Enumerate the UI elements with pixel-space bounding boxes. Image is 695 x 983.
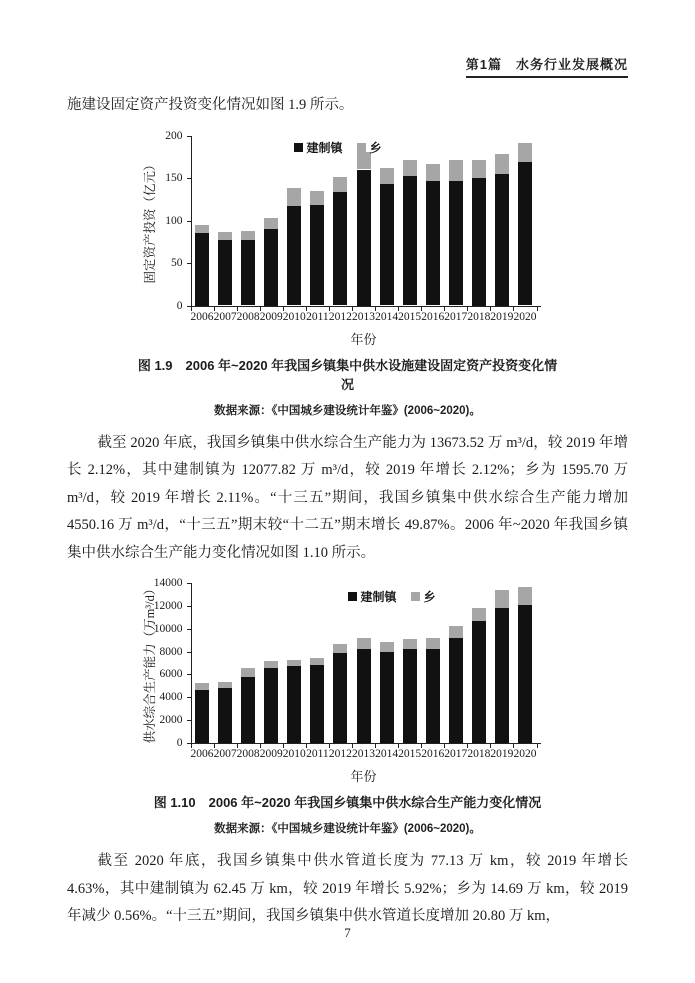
bar-segment-town — [241, 677, 255, 743]
page-number: 7 — [344, 925, 351, 940]
x-tick-label: 2013 — [352, 310, 375, 323]
x-tick-label: 2010 — [282, 310, 306, 323]
x-tick-label: 2011 — [306, 310, 329, 323]
x-tick-label: 2014 — [375, 310, 399, 323]
x-tick-label: 2008 — [236, 310, 260, 323]
bar-segment-village — [449, 160, 463, 180]
y-tick — [187, 178, 191, 179]
legend-label: 乡 — [423, 590, 436, 604]
x-tick-label: 2015 — [398, 748, 422, 760]
y-tick-label: 4000 — [159, 691, 183, 704]
bar-segment-town — [518, 162, 532, 306]
y-axis-title: 固定资产投资（亿元） — [142, 157, 157, 284]
bar-segment-village — [495, 154, 509, 174]
bar-segment-town — [264, 668, 278, 743]
y-tick-label: 10000 — [153, 622, 183, 635]
y-tick-label: 0 — [176, 299, 183, 312]
intro-line: 施建设固定资产投资变化情况如图 1.9 所示。 — [67, 97, 354, 113]
y-tick — [187, 606, 191, 607]
x-tick-label: 2012 — [328, 748, 352, 760]
bar-segment-town — [241, 240, 255, 305]
bar-segment-town — [403, 649, 417, 743]
y-axis — [191, 583, 192, 743]
bar-segment-town — [310, 205, 324, 305]
bar-segment-village — [310, 191, 324, 205]
bar-segment-village — [264, 661, 278, 668]
bar-segment-town — [518, 605, 532, 743]
x-tick-label: 2019 — [490, 748, 514, 760]
legend-item — [411, 588, 436, 605]
bar-segment-village — [472, 160, 486, 178]
figure-1-10-caption: 图 1.10 2006 年~2020 年我国乡镇集中供水综合生产能力变化情况 — [153, 795, 542, 810]
x-tick-label: 2017 — [444, 748, 468, 760]
x-tick-label: 2007 — [213, 310, 237, 323]
bar-segment-town — [403, 176, 417, 305]
legend-swatch-village — [411, 592, 420, 601]
bar-segment-town — [449, 181, 463, 306]
bar-segment-town — [310, 665, 324, 743]
bar-segment-village — [357, 638, 371, 649]
bar-segment-village — [426, 638, 440, 648]
y-tick-label: 6000 — [159, 668, 183, 681]
y-tick-label: 14000 — [153, 577, 183, 589]
bar-segment-village — [518, 587, 532, 605]
x-tick-label: 2008 — [236, 748, 260, 760]
x-tick-label: 2006 — [190, 310, 214, 323]
bar-segment-town — [287, 666, 301, 743]
bar-segment-village — [218, 232, 232, 240]
bar-segment-town — [264, 229, 278, 306]
y-axis-title: 供水综合生产能力（万m³/d） — [142, 582, 157, 744]
bar-segment-village — [472, 608, 486, 621]
bar-segment-village — [380, 168, 394, 184]
x-tick-label: 2018 — [467, 748, 491, 760]
x-tick-label: 2006 — [190, 748, 214, 760]
x-tick-label: 2020 — [513, 310, 537, 323]
y-tick-label: 50 — [171, 257, 183, 269]
x-tick-label: 2018 — [467, 310, 491, 323]
bar-segment-town — [218, 688, 232, 743]
x-axis — [191, 743, 541, 744]
figure-1-10 — [133, 577, 563, 836]
y-tick — [187, 720, 191, 721]
bar-segment-town — [449, 638, 463, 743]
bar-segment-town — [380, 652, 394, 743]
figure-1-10-source: 数据来源：《中国城乡建设统计年鉴》(2006~2020)。 — [214, 823, 481, 835]
bar-segment-town — [287, 206, 301, 305]
legend-item — [348, 588, 397, 605]
bar-segment-town — [472, 178, 486, 306]
legend-label: 建制镇 — [360, 590, 397, 604]
y-tick-label: 100 — [165, 214, 183, 227]
chart-water-supply-capacity — [133, 577, 563, 783]
bar-segment-village — [241, 231, 255, 240]
x-tick-label: 2016 — [421, 310, 445, 323]
x-tick-label: 2012 — [328, 310, 352, 323]
bar-segment-village — [495, 590, 509, 608]
bar-segment-village — [195, 683, 209, 690]
x-tick-label: 2017 — [444, 310, 468, 323]
bar-segment-town — [333, 653, 347, 743]
bar-segment-town — [218, 240, 232, 305]
y-tick-label: 0 — [176, 737, 183, 749]
y-tick — [187, 674, 191, 675]
running-head — [67, 54, 628, 78]
bar-segment-village — [403, 160, 417, 176]
bar-segment-village — [195, 225, 209, 234]
legend-label: 乡 — [369, 140, 382, 155]
bar-segment-village — [310, 658, 324, 665]
y-tick-label: 2000 — [159, 714, 183, 727]
bar-segment-village — [449, 626, 463, 638]
paragraph-pipeline-length: 截至 2020 年底，我国乡镇集中供水管道长度为 77.13 万 km，较 2019 年增长 4.63%，其中建制镇为 62.45 万 km，较 2019 年增长 5.92%；乡为 14.69 万 km，较 2019 年减少 0.56%。“十三五”期间，我国乡镇集中供水管道长度增加 20.80 万 km， — [67, 853, 628, 924]
legend-swatch-town — [348, 592, 357, 601]
bar-segment-village — [264, 218, 278, 229]
bar-segment-town — [380, 184, 394, 306]
x-axis-title: 年份 — [350, 331, 377, 347]
y-tick — [187, 583, 191, 584]
chart-fixed-asset-investment — [133, 130, 563, 346]
bar-segment-village — [287, 660, 301, 666]
bar-segment-town — [333, 192, 347, 305]
y-tick — [187, 697, 191, 698]
x-tick-label: 2011 — [306, 748, 329, 760]
figure-1-9 — [133, 130, 563, 418]
y-tick — [187, 136, 191, 137]
x-axis — [191, 306, 541, 307]
bar-segment-town — [495, 608, 509, 743]
y-tick — [187, 652, 191, 653]
x-tick-label: 2020 — [513, 748, 537, 760]
bar-segment-town — [472, 621, 486, 743]
bar-segment-town — [195, 233, 209, 305]
bar-segment-village — [218, 682, 232, 688]
y-tick-label: 200 — [165, 129, 183, 142]
bar-segment-town — [195, 690, 209, 743]
legend-item — [294, 139, 343, 156]
bar-segment-village — [333, 177, 347, 192]
paragraph-production-capacity: 截至 2020 年底，我国乡镇集中供水综合生产能力为 13673.52 万 m³/d，较 2019 年增长 2.12%，其中建制镇为 12077.82 万 m³/d，较 2019 年增长 2.12%；乡为 1595.70 万 m³/d，较 2019 年增长 2.11%。“十三五”期间，我国乡镇集中供水综合生产能力增加 4550.16 万 m³/d，“十三五”期末较“十二五”期末增长 49.87%。2006 年~2020 年我国乡镇集中供水综合生产能力变化情况如图 1.10 所示。 — [67, 434, 628, 561]
y-tick-label: 8000 — [159, 645, 183, 658]
legend-item — [357, 139, 382, 156]
legend-swatch-village — [357, 143, 366, 152]
y-tick — [187, 263, 191, 264]
y-tick-label: 150 — [165, 172, 183, 184]
legend-swatch-town — [294, 143, 303, 152]
x-tick-label: 2013 — [352, 748, 375, 760]
x-tick-label: 2009 — [259, 748, 283, 760]
x-tick-label: 2016 — [421, 748, 445, 760]
y-tick — [187, 629, 191, 630]
figure-1-9-source: 数据来源：《中国城乡建设统计年鉴》(2006~2020)。 — [214, 404, 481, 417]
x-tick-label: 2007 — [213, 748, 237, 760]
x-tick-label: 2009 — [259, 310, 283, 323]
y-tick — [187, 221, 191, 222]
bar-segment-town — [426, 649, 440, 743]
bar-segment-village — [241, 668, 255, 678]
bar-segment-village — [426, 164, 440, 182]
y-tick-label: 12000 — [153, 599, 183, 612]
running-head-text: 第1篇 水务行业发展概况 — [466, 54, 628, 78]
bar-segment-town — [495, 174, 509, 306]
x-tick-label: 2014 — [375, 748, 399, 760]
bar-segment-village — [403, 639, 417, 650]
x-tick-label: 2010 — [282, 748, 306, 760]
x-tick-label: 2019 — [490, 310, 514, 323]
bar-segment-village — [333, 644, 347, 653]
bar-segment-town — [357, 649, 371, 743]
legend — [294, 139, 382, 156]
bar-segment-town — [357, 170, 371, 306]
x-axis-title: 年份 — [350, 769, 377, 784]
bar-segment-village — [380, 642, 394, 652]
legend — [348, 588, 436, 605]
figure-1-9-caption: 图 1.9 2006 年~2020 年我国乡镇集中供水设施建设固定资产投资变化情况 — [137, 357, 558, 392]
legend-label: 建制镇 — [306, 140, 343, 155]
y-axis — [191, 136, 192, 306]
bar-segment-town — [426, 181, 440, 305]
bar-segment-village — [518, 143, 532, 162]
x-tick-label: 2015 — [398, 310, 422, 323]
bar-segment-village — [287, 188, 301, 206]
